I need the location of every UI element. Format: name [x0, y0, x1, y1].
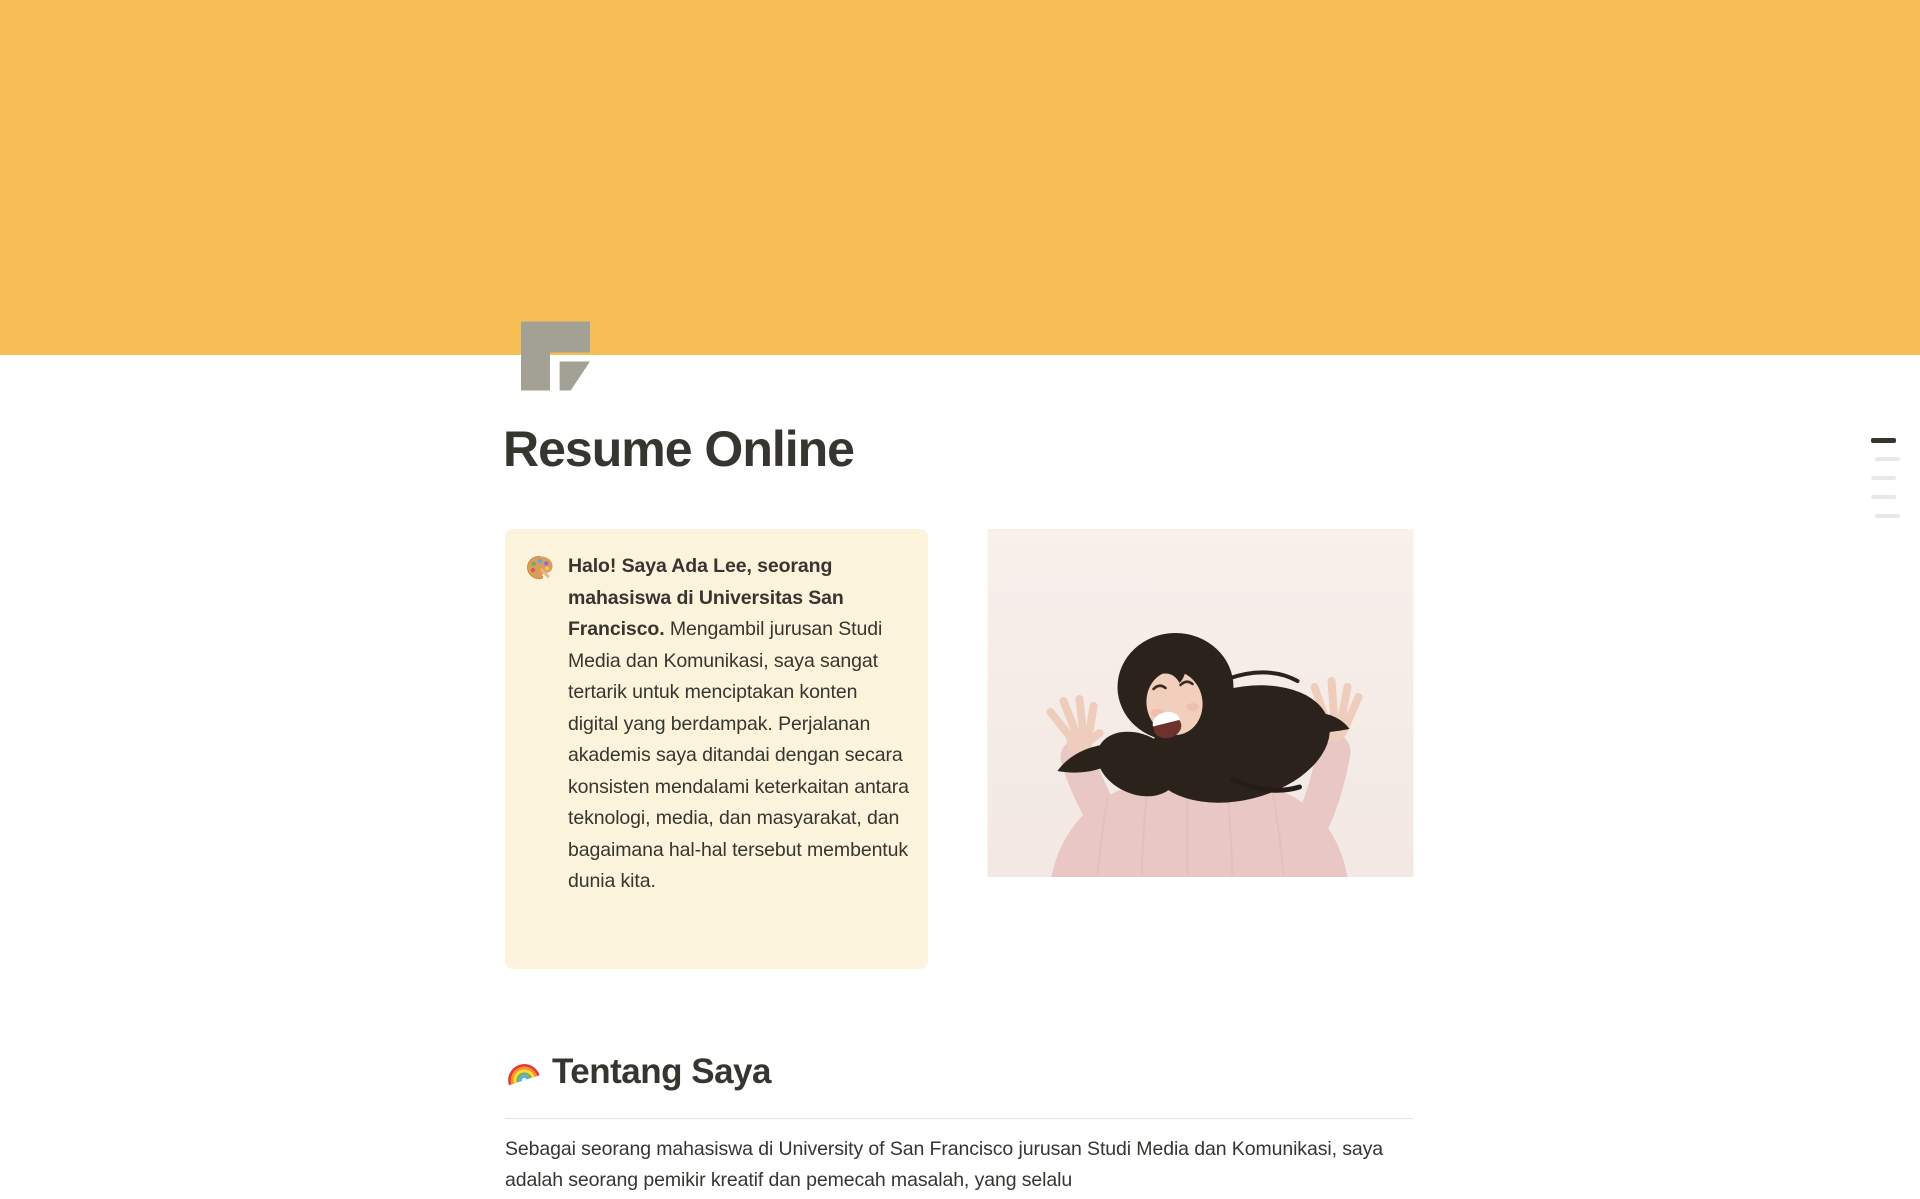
laughing-woman-illustration [987, 529, 1414, 877]
section-heading-label: Tentang Saya [552, 1052, 771, 1091]
intro-callout-text [568, 551, 910, 898]
toc-line[interactable] [1871, 438, 1896, 443]
folded-page-icon [521, 320, 590, 392]
toc-line[interactable] [1875, 457, 1900, 461]
toc-line[interactable] [1871, 476, 1896, 480]
table-of-contents-indicator[interactable] [1871, 438, 1896, 533]
about-paragraph[interactable]: Sebagai seorang mahasiswa di University of San Francisco jurusan Studi Media dan Komunikasi, saya adalah seorang pemikir kreatif dan pemecah masalah, yang selalu [505, 1138, 1384, 1191]
toc-line[interactable] [1871, 495, 1896, 499]
rainbow-icon [504, 1053, 542, 1091]
section-heading-tentang-saya[interactable] [504, 1052, 1414, 1092]
intro-rest-text: Mengambil jurusan Studi Media dan Komunikasi, saya sangat tertarik untuk menciptakan konten digital yang berdampak. Perjalanan akademis saya ditandai dengan secara konsisten mendalami keterkaitan antara teknologi, media, dan masyarakat, dan bagaimana hal-hal tersebut membentuk dunia kita. [568, 618, 909, 892]
page-title[interactable]: Resume Online [503, 421, 854, 477]
page-cover [0, 0, 1920, 355]
intro-callout[interactable] [505, 529, 928, 969]
page-icon[interactable] [521, 320, 590, 392]
palette-icon [525, 553, 555, 583]
profile-photo[interactable] [987, 529, 1414, 877]
intro-bold-text: Halo! Saya Ada Lee, seorang mahasiswa di Universitas San Francisco. [568, 555, 844, 640]
section-divider [505, 1118, 1413, 1119]
toc-line[interactable] [1875, 514, 1900, 518]
